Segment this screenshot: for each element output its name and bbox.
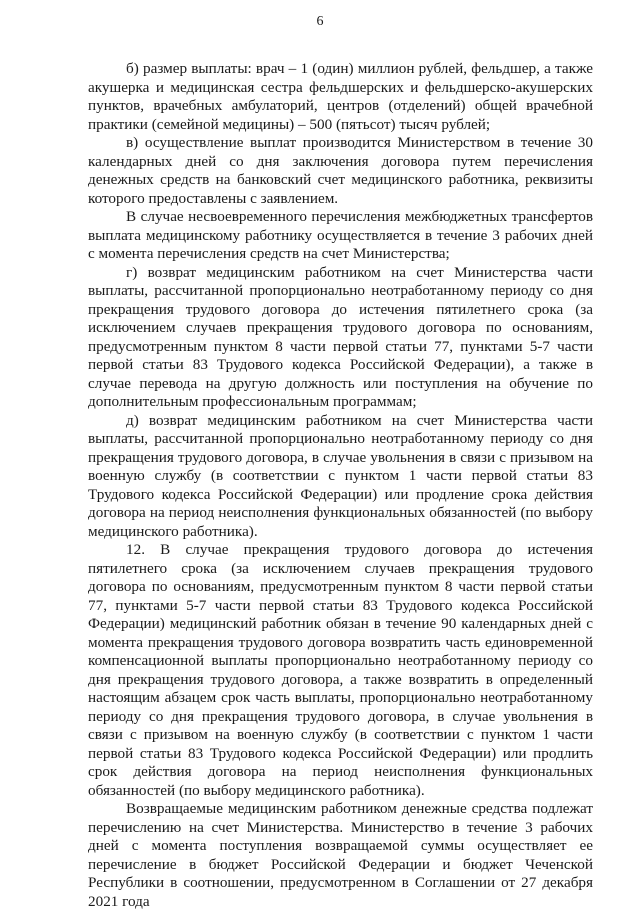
paragraph-d-refund-military: д) возврат медицинским работником на счет Министерства части выплаты, рассчитанной пропорционально неотработанному периоду со дня прекращения трудового договора, в случае увольнения в связи с призывом на военную службу (в соответствии с пунктом 1 части первой статьи 83 Трудового кодекса Российской Федерации) или продление срока действия договора на период неисполнения функциональных обязанностей (по выбору медицинского работника). xyxy=(88,411,593,540)
paragraph-v-payment-procedure: в) осуществление выплат производится Министерством в течение 30 календарных дней со дня заключения договора путем перечисления денежных средств на банковский счет медицинского работника, реквизиты которого предоставлены с заявлением. xyxy=(88,134,593,207)
paragraph-b-payment-amount: б) размер выплаты: врач – 1 (один) миллион рублей, фельдшер, а также акушерка и медицинская сестра фельдшерских и фельдшерско-акушерских пунктов, врачебных амбулаторий, центров (отделений) общей врачебной практики (семейной медицины) – 500 (пятьсот) тысяч рублей; xyxy=(88,60,593,133)
paragraph-12-early-termination: 12. В случае прекращения трудового договора до истечения пятилетнего срока (за исключением случаев прекращения трудового договора по основаниям, предусмотренным пунктом 8 части первой статьи 77, пунктами 5-7 части первой статьи 83 Трудового кодекса Российской Федерации) медицинский работник обязан в течение 90 календарных дней с момента прекращения трудового договора возвратить часть единовременной компенсационной выплаты пропорционально неотработанному периоду со дня прекращения трудового договора, а также возвратить в определенный настоящим абзацем срок часть выплаты, пропорционально неотработанному периоду со дня прекращения трудового договора, в случае увольнения в связи с призывом на военную службу (в соответствии с пунктом 1 части первой статьи 83 Трудового кодекса Российской Федерации) или продлить срок действия договора на период неисполнения функциональных обязанностей (по выбору медицинского работника). xyxy=(88,541,593,799)
page-number: 6 xyxy=(316,14,324,29)
paragraph-late-transfer: В случае несвоевременного перечисления межбюджетных трансфертов выплата медицинскому работнику осуществляется в течение 3 рабочих дней с момента перечисления средств на счет Министерства; xyxy=(88,208,593,262)
document-body xyxy=(88,60,593,911)
paragraph-g-refund: г) возврат медицинским работником на счет Министерства части выплаты, рассчитанной пропорционально неотработанному периоду со дня прекращения трудового договора до истечения пятилетнего срока (за исключением случаев прекращения трудового договора по основаниям, предусмотренным пунктом 8 части первой статьи 77, пунктами 5-7 части первой статьи 83 Трудового кодекса Российской Федерации), а также в случае перевода на другую должность или поступления на обучение по дополнительным профессиональным программам; xyxy=(88,263,593,410)
paragraph-returned-funds: Возвращаемые медицинским работником денежные средства подлежат перечислению на счет Министерства. Министерство в течение 3 рабочих дней с момента поступления возвращаемой суммы осуществляет ее перечисление в бюджет Российской Федерации и бюджет Чеченской Республики в соотношении, предусмотренном в Соглашении от 27 декабря 2021 года xyxy=(88,800,593,910)
